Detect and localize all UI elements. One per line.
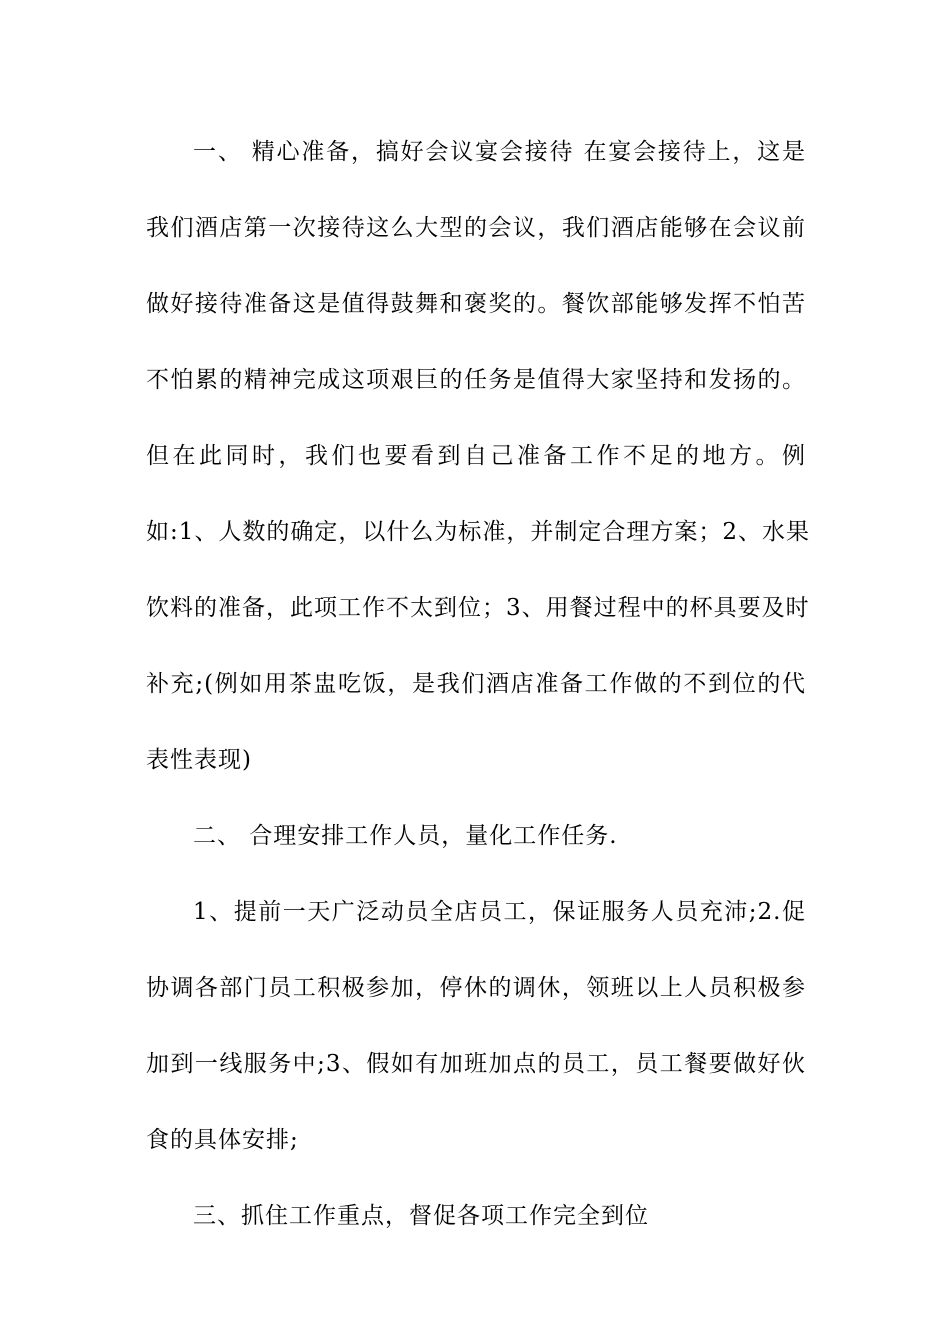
paragraph-2-line-2: 协调各部门员工积极参加，停休的调休，领班以上人员积极参 (146, 975, 806, 1001)
paragraph-1-line-8: 补充;(例如用茶盅吃饭，是我们酒店准备工作做的不到位的代 (146, 671, 806, 697)
paragraph-1-line-4: 不怕累的精神完成这项艰巨的任务是值得大家坚持和发扬的。 (146, 367, 806, 393)
paragraph-1-line-7: 饮料的准备，此项工作不太到位；3、用餐过程中的杯具要及时 (146, 595, 810, 621)
paragraph-1-line-5: 但在此同时，我们也要看到自己准备工作不足的地方。例 (146, 443, 806, 469)
paragraph-1-line-9: 表性表现) (146, 747, 252, 773)
paragraph-1-line-6: 如:1、人数的确定，以什么为标准，并制定合理方案；2、水果 (146, 519, 811, 545)
paragraph-1-line-1: 一、 精心准备，搞好会议宴会接待 在宴会接待上，这是 (193, 139, 806, 165)
paragraph-2-line-1: 1、提前一天广泛动员全店员工，保证服务人员充沛;2.促 (193, 899, 806, 925)
section-3-heading: 三、抓住工作重点，督促各项工作完全到位 (193, 1203, 649, 1229)
section-2-heading: 二、 合理安排工作人员，量化工作任务. (193, 823, 618, 849)
paragraph-1-line-3: 做好接待准备这是值得鼓舞和褒奖的。餐饮部能够发挥不怕苦 (146, 291, 806, 317)
paragraph-1-line-2: 我们酒店第一次接待这么大型的会议，我们酒店能够在会议前 (146, 215, 806, 241)
paragraph-2-line-4: 食的具体安排; (146, 1127, 299, 1153)
paragraph-2-line-3: 加到一线服务中;3、假如有加班加点的员工，员工餐要做好伙 (146, 1051, 806, 1077)
